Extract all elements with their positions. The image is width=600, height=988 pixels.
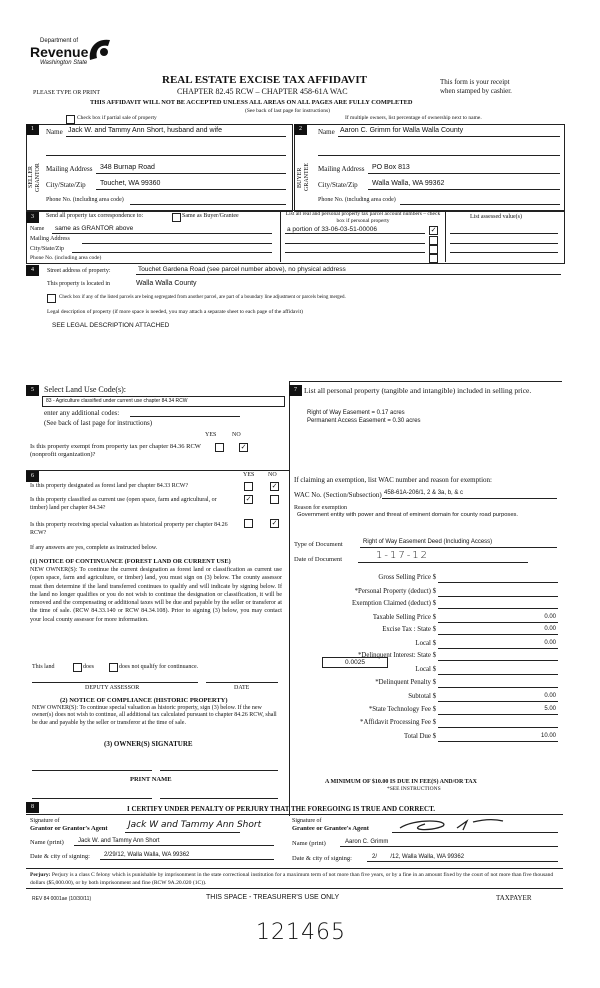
wac-number-field[interactable]: 458-61A-206/1, 2 & 3a, b, & c	[384, 490, 464, 496]
local-rate-field[interactable]: 0.0025	[322, 657, 388, 668]
label: Name	[46, 128, 63, 136]
current-use-yes-checkbox[interactable]: ✓	[245, 495, 252, 503]
label: Send all property tax correspondence to:	[46, 213, 144, 219]
label: does not qualify for continuance.	[119, 664, 199, 670]
section-number: 8	[26, 802, 39, 813]
personal-property-checkbox[interactable]	[429, 245, 438, 254]
calc-label: *Personal Property (deduct) $	[354, 588, 436, 595]
personal-property-checkbox[interactable]	[429, 254, 438, 263]
calc-value-field[interactable]: 5.00	[544, 706, 556, 712]
no-header: NO	[232, 432, 241, 438]
exemption-reason-field[interactable]: Government entity with power and threat of eminent domain for county road purposes.	[297, 512, 519, 518]
chapter-line: CHAPTER 82.45 RCW – CHAPTER 458-61A WAC	[177, 87, 348, 96]
does-not-qualify-checkbox[interactable]	[109, 663, 118, 672]
continuance-text: NEW OWNER(S): To continue the current designation as forest land or classification as current use (open space, farm and agriculture, or timber) land, you must sign on (3) below. The county assessor must then determine if the land transferred continues to qualify and will indicate by signing below. If the land no longer qualifies or you do not wish to continue the designation or classification, it will be removed and the compensating or additional taxes will be due and payable by the seller or transferor at the time of sale. (RCW 84.33.140 or RCW 84.34.108). Prior to signing (3) below, you may contact your local county assessor for more information.	[30, 567, 282, 623]
calc-label: Local $	[415, 640, 436, 647]
personal-property-item: Right of Way Easement = 0.17 acres	[307, 410, 405, 416]
continuance-title: (1) NOTICE OF CONTINUANCE (FOREST LAND OR CURRENT USE)	[30, 558, 231, 565]
calc-label: Excise Tax : State $	[382, 626, 436, 633]
label: Date & city of signing:	[30, 853, 90, 860]
label: (See back of last page for instructions)	[44, 419, 153, 427]
logo-text: Washington State	[40, 60, 88, 66]
land-use-code-select[interactable]: 83 - Agriculture classified under current use chapter 84.34 RCW	[42, 396, 285, 407]
logo-text: Department of	[40, 38, 79, 44]
taxpayer-label: TAXPAYER	[496, 894, 532, 902]
correspondence-name-field[interactable]: same as GRANTOR above	[55, 225, 134, 232]
seller-name-field[interactable]: Jack W. and Tammy Ann Short, husband and wife	[68, 127, 222, 134]
receipt-note: when stamped by cashier.	[440, 87, 512, 95]
grantee-print-name-field[interactable]: Aaron C. Grimm	[345, 839, 389, 845]
warning-line: THIS AFFIDAVIT WILL NOT BE ACCEPTED UNLESS ALL AREAS ON ALL PAGES ARE FULLY COMPLETED	[90, 99, 413, 106]
yes-header: YES	[205, 432, 217, 438]
print-name-label: PRINT NAME	[130, 776, 172, 783]
label: Name	[30, 226, 45, 232]
calc-label: *Delinquent Penalty $	[375, 679, 436, 686]
form-title: REAL ESTATE EXCISE TAX AFFIDAVIT	[162, 74, 367, 86]
label: Mailing Address	[46, 165, 93, 173]
street-address-field[interactable]: Touchet Gardena Road (see parcel number above), no physical address	[138, 266, 346, 273]
label: WAC No. (Section/Subsection)	[294, 491, 382, 499]
label: City/State/Zip	[30, 246, 64, 252]
section-number: 3	[26, 212, 39, 223]
label: Phone No. (including area code)	[318, 197, 396, 203]
yes-header: YES	[243, 472, 255, 478]
section-number: 4	[26, 265, 39, 276]
section-number: 2	[294, 124, 307, 135]
calc-label: *Affidavit Processing Fee $	[360, 719, 436, 726]
label: Signature of	[30, 818, 60, 824]
parcel-header: List all real and personal property tax parcel account numbers – check box if personal property	[285, 211, 441, 224]
calc-label: Local $	[415, 666, 436, 673]
see-instructions: *SEE INSTRUCTIONS	[387, 786, 441, 792]
label: Date of Document	[294, 556, 343, 563]
label: Reason for exemption	[294, 505, 347, 511]
calc-value-field[interactable]: 0.00	[544, 626, 556, 632]
perjury-label: Perjury:	[30, 872, 51, 878]
buyer-name-field[interactable]: Aaron C. Grimm for Walla Walla County	[340, 127, 464, 134]
calc-label: *Delinquent Interest: State $	[358, 652, 436, 659]
label: Is this property classified as current use (open space, farm and agricultural, or timber) land per chapter 84.34?	[30, 497, 217, 511]
label: Type of Document	[294, 541, 343, 548]
seller-grantor-label: SELLER GRANTOR	[28, 163, 41, 192]
grantor-signature[interactable]: Jack W and Tammy Ann Short	[128, 820, 262, 830]
treasurer-space-label: THIS SPACE - TREASURER'S USE ONLY	[206, 894, 340, 901]
grantor-date-city-field[interactable]: 2/29/12, Walla Walla, WA 99362	[104, 852, 190, 858]
county-field[interactable]: Walla Walla County	[136, 280, 197, 287]
seller-mailing-address-field[interactable]: 348 Burnap Road	[100, 164, 155, 171]
label: Phone No. (including area code)	[46, 197, 124, 203]
label: Is this property receiving special valuation as historical property per chapter 84.26 RCW?	[30, 522, 228, 536]
current-use-no-checkbox[interactable]	[270, 495, 279, 504]
same-as-buyer-checkbox[interactable]	[172, 213, 181, 222]
exempt-no-checkbox[interactable]: ✓	[240, 443, 247, 451]
section-number: 1	[26, 124, 39, 135]
label: Same as Buyer/Grantee	[182, 213, 239, 219]
land-use-title: Select Land Use Code(s):	[44, 385, 126, 394]
personal-property-title: List all personal property (tangible and intangible) included in selling price.	[304, 386, 532, 395]
label: Phone No. (including area code)	[30, 255, 102, 261]
calc-label: *State Technology Fee $	[368, 706, 436, 713]
label: Grantor or Grantor's Agent	[30, 825, 108, 832]
personal-property-item: Permanent Access Easement = 0.30 acres	[307, 418, 421, 424]
seller-city-field[interactable]: Touchet, WA 99360	[100, 180, 161, 187]
label: Is this property exempt from property tax per chapter 84.36 RCW (nonprofit organization)?	[30, 443, 201, 458]
perjury-text: Perjury is a class C felony which is punishable by imprisonment in the state correctional institution for a maximum term of not more than five years, or by a fine in an amount fixed by the court of not more than five thousand dollars ($5,000.00), or by both imprisonment and fine (RCW 9A.20.020 (1C)).	[30, 872, 554, 886]
historic-yes-checkbox[interactable]	[244, 519, 253, 528]
does-qualify-checkbox[interactable]	[73, 663, 82, 672]
parcel-number-field[interactable]: a portion of 33-06-03-51-00006	[287, 226, 377, 233]
label: If any answers are yes, complete as instructed below.	[30, 545, 158, 551]
historic-no-checkbox[interactable]: ✓	[271, 519, 278, 527]
minimum-due-note: A MINIMUM OF $10.00 IS DUE IN FEE(S) AND/OR TAX	[325, 779, 477, 785]
grantee-date-city-field[interactable]: 2/ /12, Walla Walla, WA 99362	[372, 854, 465, 860]
buyer-city-field[interactable]: Walla Walla, WA 99362	[372, 180, 445, 187]
label: Date & city of signing:	[292, 855, 352, 862]
label: Mailing Address	[30, 236, 70, 242]
compliance-title: (2) NOTICE OF COMPLIANCE (HISTORIC PROPERTY)	[60, 697, 228, 704]
revision-code: REV 84 0001ae (10/30/11)	[32, 896, 92, 902]
see-back: (See back of last page for instructions)	[245, 108, 330, 114]
personal-property-checkbox[interactable]	[429, 236, 438, 245]
compliance-text: NEW OWNER(S): To continue special valuation as historic property, sign (3) below. If the new owner(s) does not wish to continue, all additional tax calculated pursuant to chapter 84.26 RCW, shall be due and payable by the seller or transferor at the time of sale.	[32, 705, 277, 726]
receipt-note: This form is your receipt	[440, 78, 510, 86]
segregated-checkbox[interactable]	[47, 294, 56, 303]
label: does	[83, 664, 94, 670]
buyer-grantee-label: BUYER GRANTEE	[297, 163, 310, 192]
buyer-mailing-address-field[interactable]: PO Box 813	[372, 164, 410, 171]
label: Name (print)	[292, 840, 326, 847]
legal-description-field[interactable]: SEE LEGAL DESCRIPTION ATTACHED	[52, 322, 170, 329]
partial-sale-checkbox[interactable]	[66, 115, 75, 124]
owner-signature-title: (3) OWNER(S) SIGNATURE	[104, 740, 193, 748]
label: Legal description of property (if more space is needed, you may attach a separate sheet to each page of the affidavit)	[47, 309, 303, 315]
calc-label: Exemption Claimed (deduct) $	[352, 600, 436, 607]
forest-no-checkbox[interactable]: ✓	[271, 482, 278, 490]
forest-yes-checkbox[interactable]	[244, 482, 253, 491]
grantor-print-name-field[interactable]: Jack W. and Tammy Ann Short	[78, 838, 160, 844]
no-header: NO	[268, 472, 277, 478]
label: Check box if any of the listed parcels are being segregated from another parcel, are part of a boundary line adjustment or parcels being merged.	[59, 295, 346, 300]
section-number: 5	[26, 385, 39, 396]
label: Name	[318, 128, 335, 136]
label: enter any additional codes:	[44, 409, 120, 417]
label: Signature of	[292, 818, 322, 824]
calc-label: Taxable Selling Price $	[372, 614, 436, 621]
label: Mailing Address	[318, 165, 365, 173]
calc-label: Gross Selling Price $	[378, 574, 436, 581]
calc-value-field[interactable]: 0.00	[544, 693, 556, 699]
date-label: DATE	[234, 685, 250, 691]
label: City/State/Zip	[318, 181, 358, 189]
label: This property is located in	[47, 281, 110, 287]
label: This land	[32, 664, 55, 670]
document-type-field[interactable]: Right of Way Easement Deed (Including Access)	[363, 539, 493, 545]
label: Name (print)	[30, 839, 64, 846]
label: Street address of property:	[47, 268, 111, 274]
document-date-field[interactable]: 1-17-12	[376, 550, 430, 561]
handwritten-number: 121465	[256, 920, 346, 945]
calc-value-field[interactable]: 10.00	[540, 733, 556, 739]
multiple-owners-note: If multiple owners, list percentage of ownership next to name.	[345, 115, 482, 121]
certify-statement: I CERTIFY UNDER PENALTY OF PERJURY THAT THE FOREGOING IS TRUE AND CORRECT.	[127, 805, 436, 813]
assessed-header: List assessed value(s)	[470, 214, 522, 220]
label: Grantee or Grantee's Agent	[292, 825, 369, 832]
exempt-yes-checkbox[interactable]	[215, 443, 224, 452]
section-number: 6	[26, 471, 39, 482]
section-number: 7	[289, 385, 302, 396]
label: City/State/Zip	[46, 181, 86, 189]
partial-sale-label: Check box if partial sale of property	[77, 115, 157, 121]
personal-property-checkbox[interactable]: ✓	[430, 226, 437, 234]
calc-label: Subtotal $	[408, 693, 436, 700]
please-type: PLEASE TYPE OR PRINT	[33, 90, 101, 96]
deputy-assessor-label: DEPUTY ASSESSOR	[85, 685, 140, 691]
calc-value-field[interactable]: 0.00	[544, 614, 556, 620]
logo-swirl-icon	[86, 36, 114, 62]
exemption-header: If claiming an exemption, list WAC number and reason for exemption:	[294, 476, 492, 484]
perjury-notice	[30, 871, 560, 887]
calc-label: Total Due $	[404, 733, 436, 740]
calc-value-field[interactable]: 0.00	[544, 640, 556, 646]
label: Is this property designated as forest land per chapter 84.33 RCW?	[30, 483, 189, 489]
logo-text: Revenue	[30, 44, 89, 60]
